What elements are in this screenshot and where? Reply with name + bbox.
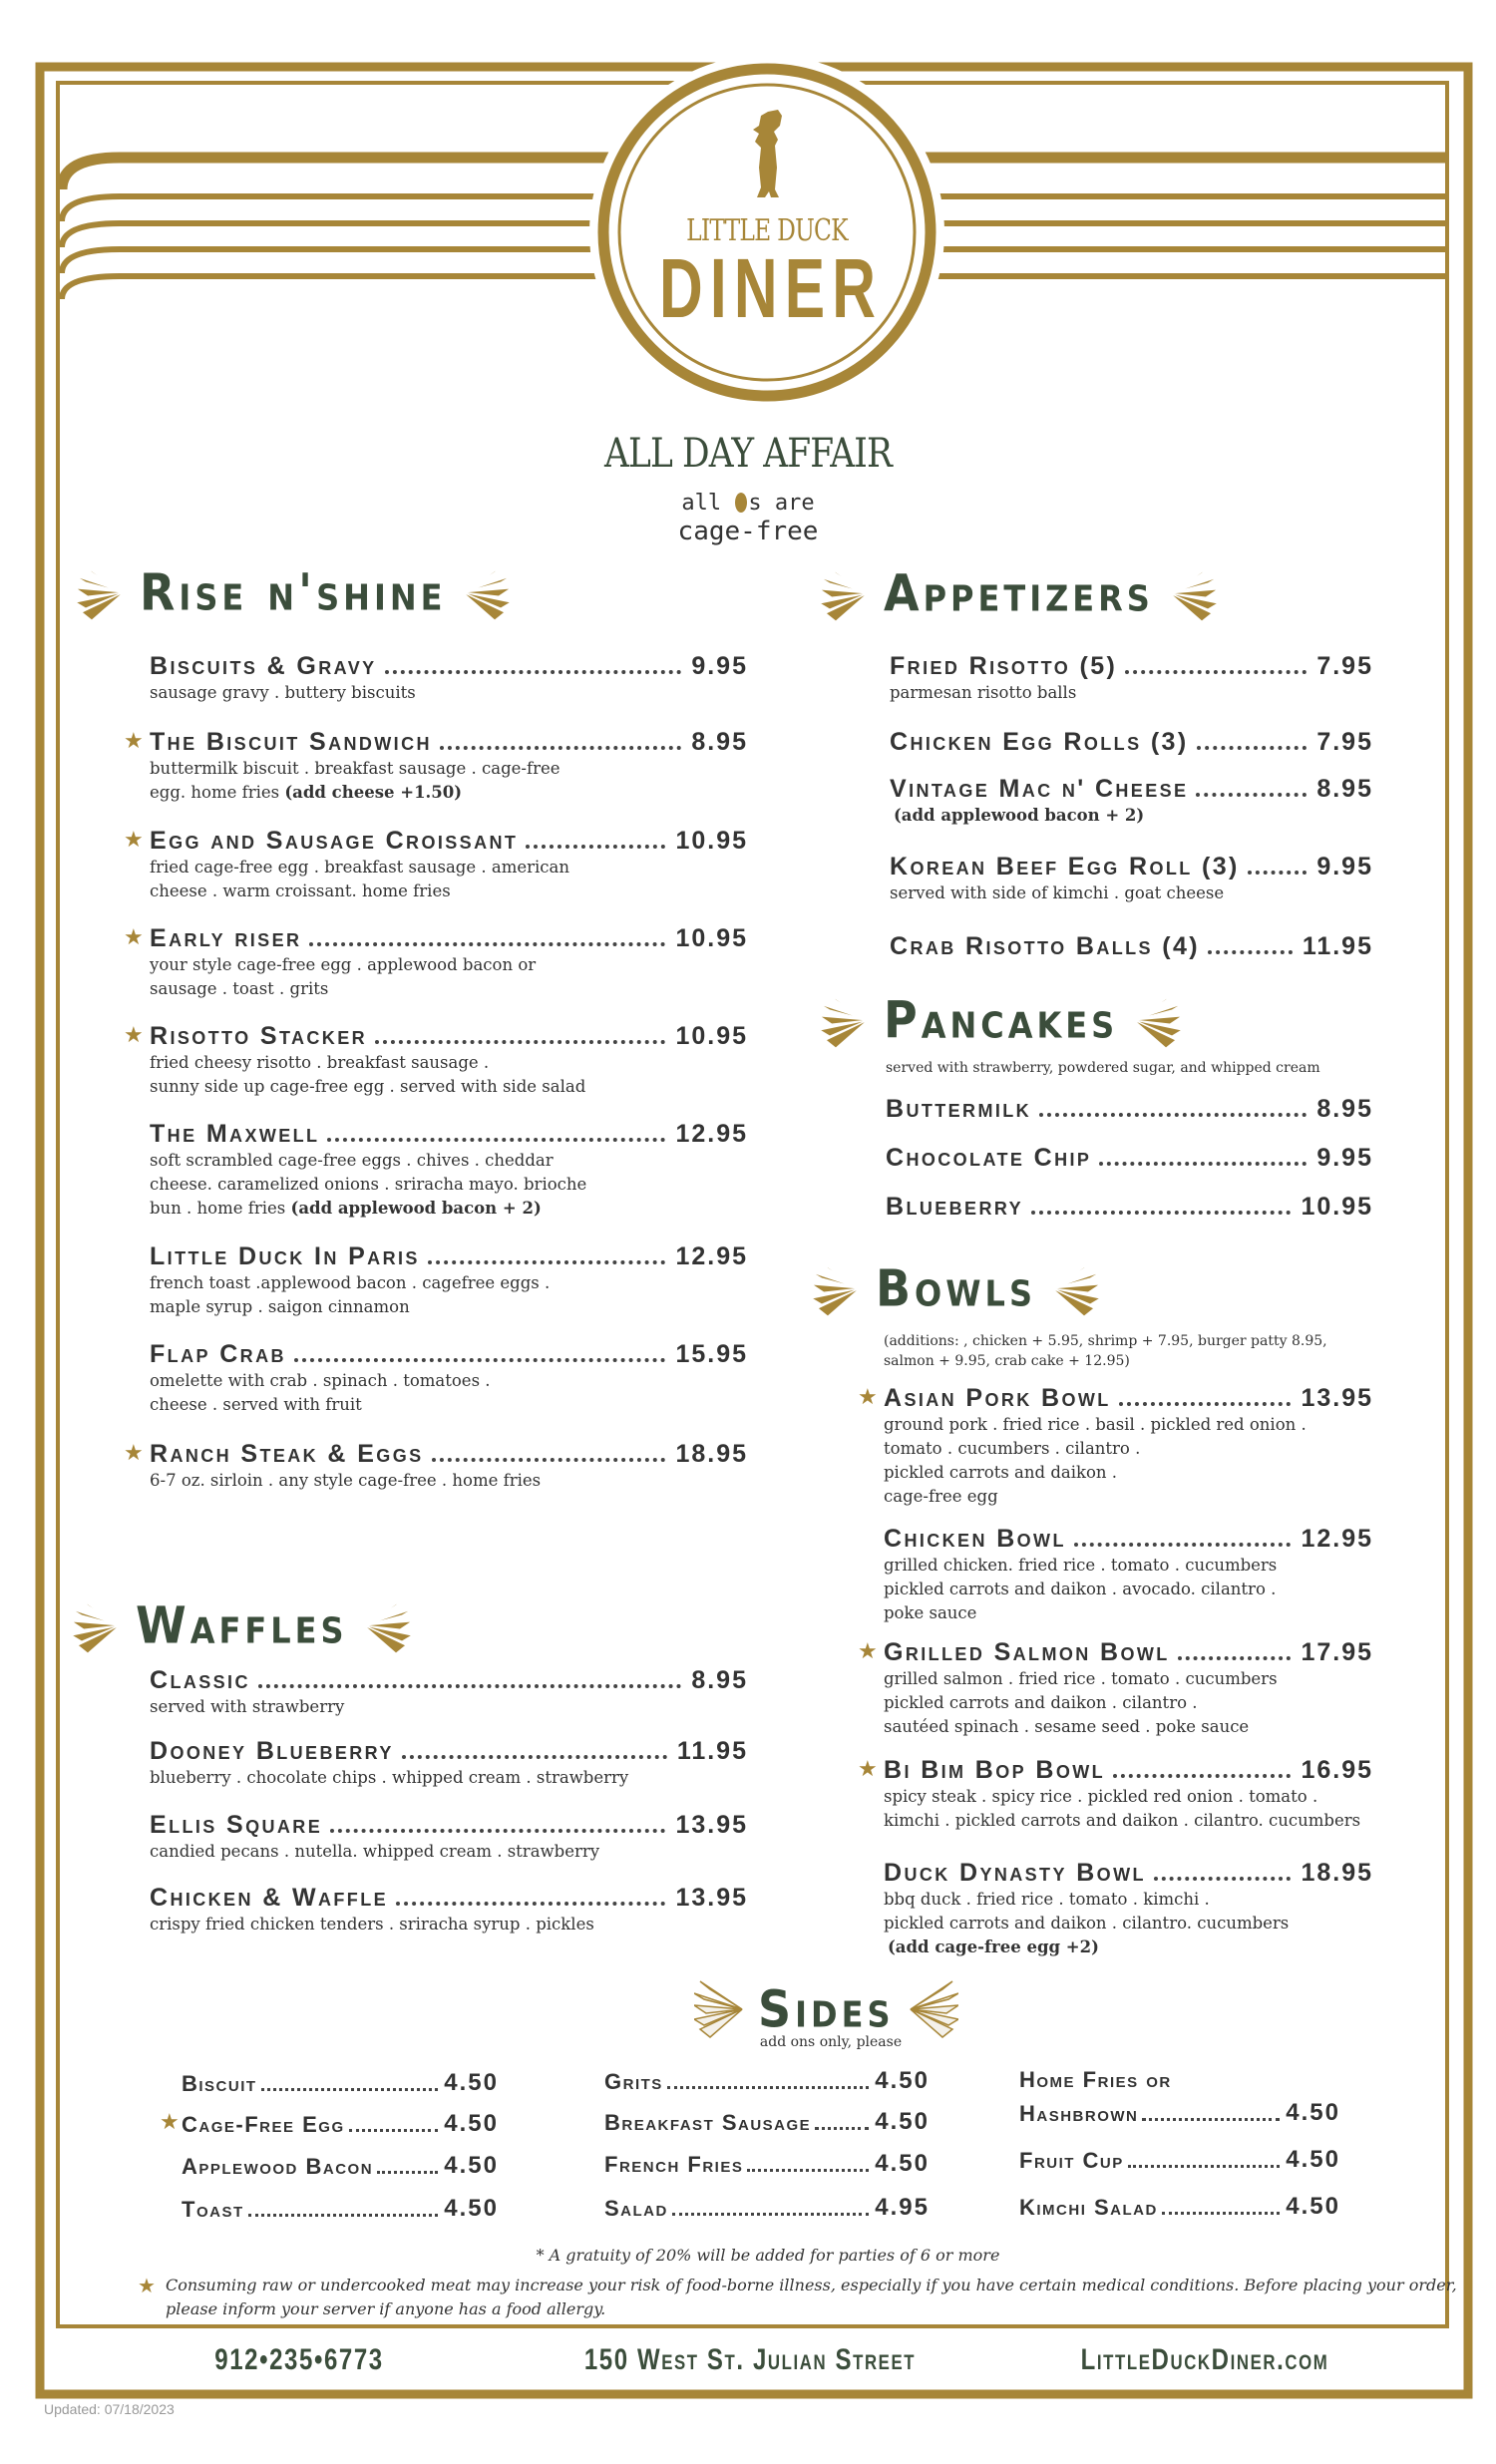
menu-item-price: 16.95 (1301, 1756, 1373, 1784)
menu-item-description: cage-free egg (884, 1487, 998, 1506)
fan-ornament-left-icon (694, 1979, 744, 2039)
side-item-price: 4.50 (444, 2110, 499, 2137)
menu-item-description: maple syrup . saigon cinnamon (150, 1297, 410, 1316)
dot-leader (1142, 2118, 1280, 2121)
section-subtitle: (additions: , chicken + 5.95, shrimp + 7.95, burger patty 8.95, (884, 1333, 1327, 1349)
menu-item-name: Risotto Stacker (150, 1022, 368, 1050)
menu-item-name: The Maxwell (150, 1120, 320, 1148)
menu-item (886, 1143, 1373, 1173)
menu-item (884, 1524, 1373, 1625)
section-header-pancakes (820, 990, 1182, 1050)
dot-leader (1178, 1656, 1292, 1660)
menu-item-row (886, 1192, 1373, 1222)
side-item (1019, 2067, 1340, 2127)
section-header-sides (694, 1979, 958, 2039)
menu-item-description: candied pecans . nutella. whipped cream . strawberry (150, 1842, 600, 1861)
dot-leader (815, 2127, 869, 2130)
menu-item-price: 8.95 (691, 728, 748, 756)
side-item-name: French Fries (604, 2152, 744, 2177)
food-warning-line2: please inform your server if anyone has a food allergy. (166, 2299, 606, 2318)
dot-leader (258, 1684, 681, 1688)
side-item (182, 2067, 499, 2097)
dot-leader (1196, 793, 1307, 797)
dot-leader (294, 1358, 666, 1362)
section-title: Waffles (136, 1595, 348, 1655)
side-item-price: 4.50 (875, 2150, 930, 2177)
menu-item-name: Chocolate Chip (886, 1144, 1092, 1172)
section-header-appetizers (820, 563, 1218, 623)
menu-item-description: buttermilk biscuit . breakfast sausage . cage-free (150, 759, 561, 778)
food-warning-line1: Consuming raw or undercooked meat may increase your risk of food-borne illness, especially if you have certain medical conditions. Before placing your order, (166, 2276, 1457, 2294)
side-item-row (1019, 2144, 1340, 2174)
star-icon: ★ (138, 2274, 156, 2297)
menu-item-price: 10.95 (675, 924, 748, 952)
section-title: Bowls (876, 1258, 1036, 1318)
side-item (182, 2193, 499, 2223)
dot-leader (309, 942, 665, 946)
phone-number[interactable]: 912•235•6773 (214, 2343, 384, 2376)
menu-item-description: fried cheesy risotto . breakfast sausage . (150, 1053, 490, 1072)
menu-item-price: 12.95 (675, 1120, 748, 1148)
menu-item-description: omelette with crab . spinach . tomatoes . (150, 1371, 491, 1390)
menu-item (124, 923, 748, 1001)
side-item-row (182, 2193, 499, 2223)
menu-item-description: spicy steak . spicy rice . pickled red onion . tomato . (884, 1787, 1318, 1806)
page-title: ALL DAY AFFAIR (603, 431, 893, 477)
menu-item-row (150, 923, 748, 953)
menu-item-price: 7.95 (1316, 652, 1373, 680)
side-item (182, 2150, 499, 2180)
side-item-name: Fruit Cup (1019, 2148, 1124, 2173)
menu-item-row (150, 1439, 748, 1469)
star-icon: ★ (124, 828, 144, 853)
add-on-note: (add applewood bacon + 2) (894, 806, 1145, 825)
menu-item-row (150, 1021, 748, 1051)
dot-leader (261, 2088, 439, 2091)
star-icon: ★ (858, 1639, 878, 1664)
menu-item-description: poke sauce (884, 1603, 977, 1622)
menu-item-name: Fried Risotto (5) (890, 652, 1118, 680)
dot-leader (1039, 1113, 1307, 1117)
menu-item-row (890, 931, 1373, 961)
side-item (160, 2108, 499, 2138)
dot-leader (396, 1902, 665, 1906)
menu-item-price: 9.95 (691, 652, 748, 680)
menu-item (150, 1883, 748, 1936)
menu-item-price: 9.95 (1316, 1144, 1373, 1172)
add-on-note: (add cage-free egg +2) (888, 1937, 1099, 1956)
fan-ornament-right-icon (1050, 1258, 1100, 1318)
side-item-price: 4.50 (875, 2067, 930, 2094)
menu-item-name: Crab Risotto Balls (4) (890, 932, 1201, 960)
menu-item-description: pickled carrots and daikon . cilantro. cucumbers (884, 1914, 1290, 1933)
star-icon: ★ (160, 2110, 180, 2135)
menu-item-row (884, 1858, 1373, 1888)
menu-item (150, 1241, 748, 1319)
star-icon: ★ (124, 729, 144, 754)
menu-item-row (890, 727, 1373, 757)
fan-ornament-left-icon (812, 1258, 862, 1318)
fan-ornament-right-icon (909, 1979, 958, 2039)
menu-item (150, 1736, 748, 1790)
fan-ornament-left-icon (72, 1595, 122, 1655)
menu-item (150, 1810, 748, 1864)
menu-item-price: 15.95 (675, 1340, 748, 1368)
side-item-row (604, 2148, 930, 2178)
menu-item-description: bbq duck . fried rice . tomato . kimchi . (884, 1890, 1210, 1909)
menu-item-name: The Biscuit Sandwich (150, 728, 432, 756)
menu-item (124, 826, 748, 903)
dot-leader (1119, 1402, 1292, 1406)
side-item-price: 4.50 (444, 2069, 499, 2096)
menu-item-description: sausage gravy . buttery biscuits (150, 683, 416, 702)
side-item-price: 4.50 (1286, 2146, 1340, 2173)
side-item (604, 2106, 930, 2136)
menu-item-row (150, 651, 748, 681)
dot-leader (1248, 871, 1308, 875)
description-text: bun . home fries (150, 1199, 286, 1218)
logo-line1: LITTLE DUCK (686, 213, 848, 248)
star-icon: ★ (858, 1385, 878, 1410)
menu-item-row (890, 651, 1373, 681)
menu-item-name: Ellis Square (150, 1811, 323, 1839)
side-item (604, 2065, 930, 2095)
dot-leader (672, 2213, 869, 2216)
menu-item (884, 1858, 1373, 1959)
section-subtitle: served with strawberry, powdered sugar, and whipped cream (886, 1060, 1320, 1076)
dot-leader (1031, 1211, 1291, 1215)
menu-item (890, 651, 1373, 705)
side-item-row (604, 2192, 930, 2222)
menu-item-row (150, 1810, 748, 1840)
menu-item-price: 10.95 (675, 1022, 748, 1050)
section-title: Appetizers (884, 563, 1154, 623)
eggs-note-b: s are (748, 491, 815, 516)
side-item (1019, 2191, 1340, 2221)
menu-item-description: sausage . toast . grits (150, 979, 329, 998)
dot-leader (1074, 1543, 1292, 1547)
menu-item-name: Chicken & Waffle (150, 1884, 388, 1912)
menu-item-row (150, 1736, 748, 1766)
section-title: Pancakes (884, 990, 1119, 1050)
menu-item-price: 17.95 (1301, 1638, 1373, 1666)
side-item-price: 4.50 (1286, 2193, 1340, 2220)
menu-item-row (150, 727, 748, 757)
menu-item (858, 1637, 1373, 1739)
menu-item-description: fried cage-free egg . breakfast sausage . american (150, 858, 569, 877)
menu-item-row (150, 1119, 748, 1149)
menu-item-price: 11.95 (1302, 932, 1373, 960)
dot-leader (1162, 2212, 1280, 2215)
menu-item-description: sautéed spinach . sesame seed . poke sauce (884, 1717, 1250, 1736)
menu-item-row (890, 852, 1373, 881)
menu-item (890, 727, 1373, 757)
side-item-price: 4.50 (444, 2195, 499, 2222)
side-item-row (604, 2065, 930, 2095)
section-title: Sides (758, 1979, 895, 2039)
menu-item-row (884, 1524, 1373, 1554)
side-item (604, 2192, 930, 2222)
dot-leader (1208, 950, 1293, 954)
menu-item-description: ground pork . fried rice . basil . pickled red onion . (884, 1415, 1307, 1434)
eggs-note-line1 (0, 491, 1496, 516)
dot-leader (377, 2171, 438, 2174)
menu-item-row (150, 1883, 748, 1913)
menu-item-name: Dooney Blueberry (150, 1737, 394, 1765)
menu-item-name: Blueberry (886, 1193, 1023, 1221)
dot-leader (327, 1138, 665, 1142)
menu-item-description: grilled salmon . fried rice . tomato . cucumbers (884, 1669, 1278, 1688)
side-item-row (182, 2150, 499, 2180)
star-icon: ★ (858, 1757, 878, 1782)
menu-item-row (884, 1637, 1373, 1667)
menu-item-name: Little Duck In Paris (150, 1242, 420, 1270)
egg-icon (735, 493, 747, 513)
logo-text (617, 213, 917, 335)
side-item-row (1019, 2097, 1340, 2127)
dot-leader (440, 746, 681, 750)
section-subtitle: add ons only, please (759, 2034, 903, 2050)
section-subtitle: salmon + 9.95, crab cake + 12.95) (884, 1353, 1130, 1369)
fan-ornament-left-icon (820, 563, 870, 623)
menu-item-price: 8.95 (691, 1666, 748, 1694)
menu-item-description: grilled chicken. fried rice . tomato . cucumbers (884, 1556, 1278, 1575)
logo-line2: DINER (659, 241, 884, 335)
dot-leader (1125, 670, 1307, 674)
eggs-note-line2: cage-free (677, 517, 819, 546)
menu-item (124, 727, 748, 805)
menu-item-description: parmesan risotto balls (890, 683, 1077, 702)
menu-item-price: 10.95 (1301, 1193, 1373, 1221)
menu-item-description: served with side of kimchi . goat cheese (890, 883, 1225, 902)
description-text: egg. home fries (150, 783, 280, 802)
side-item-name: Kimchi Salad (1019, 2195, 1158, 2220)
menu-item (124, 1439, 748, 1493)
dot-leader (526, 845, 665, 849)
menu-item-name: Grilled Salmon Bowl (884, 1638, 1170, 1666)
section-header-bowls (812, 1258, 1100, 1318)
menu-item (886, 1192, 1373, 1222)
section-title: Rise n'shine (140, 562, 447, 622)
add-on-note: (add cheese +1.50) (284, 783, 463, 802)
side-item-row (182, 2067, 499, 2097)
menu-item (858, 1755, 1373, 1833)
menu-item-name: Classic (150, 1666, 250, 1694)
menu-item-description: kimchi . pickled carrots and daikon . cilantro. cucumbers (884, 1811, 1361, 1830)
side-item-price: 4.95 (875, 2194, 930, 2221)
menu-item (858, 1383, 1373, 1509)
fan-ornament-right-icon (1132, 990, 1182, 1050)
menu-item-description: pickled carrots and daikon . (884, 1463, 1118, 1482)
side-item-price: 4.50 (1286, 2099, 1340, 2126)
menu-item-row (884, 1383, 1373, 1413)
menu-item-description (150, 781, 748, 805)
side-item-name: Toast (182, 2197, 244, 2222)
side-item-name: Hashbrown (1019, 2101, 1139, 2126)
menu-item-description: cheese. caramelized onions . sriracha mayo. brioche (150, 1175, 587, 1194)
menu-item-row (886, 1143, 1373, 1173)
menu-item-name: Duck Dynasty Bowl (884, 1859, 1146, 1887)
menu-item-name: Asian Pork Bowl (884, 1384, 1111, 1412)
menu-item-price: 10.95 (675, 827, 748, 855)
dot-leader (248, 2214, 439, 2217)
dot-leader (1113, 1774, 1291, 1778)
menu-item-name: Buttermilk (886, 1095, 1032, 1123)
menu-item-description: blueberry . chocolate chips . whipped cream . strawberry (150, 1768, 629, 1787)
menu-item (150, 1339, 748, 1417)
dot-leader (349, 2129, 439, 2132)
fan-ornament-left-icon (820, 990, 870, 1050)
menu-item (150, 651, 748, 705)
menu-item-description: your style cage-free egg . applewood bacon or (150, 955, 537, 974)
dot-leader (428, 1260, 666, 1264)
menu-item-description: pickled carrots and daikon . avocado. cilantro . (884, 1580, 1277, 1598)
fan-ornament-left-icon (76, 562, 126, 622)
menu-item-description: soft scrambled cage-free eggs . chives . cheddar (150, 1151, 554, 1170)
menu-item-description (150, 1197, 748, 1221)
menu-item-row (886, 1094, 1373, 1124)
dot-leader (432, 1458, 666, 1462)
side-item-row (604, 2106, 930, 2136)
menu-item-price: 7.95 (1316, 728, 1373, 756)
food-warning (140, 2274, 1457, 2321)
menu-item-name: Bi Bim Bop Bowl (884, 1756, 1106, 1784)
eggs-note-a: all (681, 491, 722, 516)
side-item (1019, 2144, 1340, 2174)
website-link[interactable]: LittleDuckDiner.com (1080, 2343, 1329, 2376)
menu-item-name: Ranch Steak & Eggs (150, 1440, 424, 1468)
dot-leader (1154, 1877, 1292, 1881)
dot-leader (747, 2169, 869, 2172)
add-on-note: (add applewood bacon + 2) (290, 1199, 542, 1218)
menu-item-row (150, 1241, 748, 1271)
side-item-name: Applewood Bacon (182, 2154, 374, 2179)
menu-item-name: Vintage Mac n' Cheese (890, 775, 1189, 803)
menu-item-price: 13.95 (675, 1884, 748, 1912)
menu-item-description: cheese . served with fruit (150, 1395, 362, 1414)
menu-item-name: Biscuits & Gravy (150, 652, 377, 680)
menu-item-price: 18.95 (675, 1440, 748, 1468)
menu-item-price: 13.95 (675, 1811, 748, 1839)
dot-leader (375, 1040, 665, 1044)
side-item-name: Biscuit (182, 2071, 257, 2096)
side-item-name: Grits (604, 2069, 663, 2094)
section-header-rise (76, 562, 511, 622)
gratuity-note: * A gratuity of 20% will be added for parties of 6 or more (536, 2246, 1000, 2265)
section-header-waffles (72, 1595, 412, 1655)
menu-item (890, 931, 1373, 961)
side-item-price: 4.50 (875, 2108, 930, 2135)
menu-item-name: Egg and Sausage Croissant (150, 827, 519, 855)
menu-item-price: 8.95 (1316, 775, 1373, 803)
side-item-row (182, 2108, 499, 2138)
side-item-name: Breakfast Sausage (604, 2110, 812, 2135)
menu-item-name: Chicken Bowl (884, 1525, 1066, 1553)
star-icon: ★ (124, 1441, 144, 1466)
side-item-row (1019, 2191, 1340, 2221)
menu-item-price: 13.95 (1301, 1384, 1373, 1412)
menu-item (150, 1119, 748, 1221)
menu-item-row (150, 1339, 748, 1369)
menu-item-row (150, 1665, 748, 1695)
dot-leader (330, 1829, 665, 1833)
side-item-name-line1: Home Fries or (1019, 2067, 1172, 2092)
fan-ornament-right-icon (362, 1595, 412, 1655)
address: 150 West St. Julian Street (583, 2343, 917, 2376)
fan-ornament-right-icon (1168, 563, 1218, 623)
menu-item-name: Early riser (150, 924, 302, 952)
menu-item-description: french toast .applewood bacon . cagefree eggs . (150, 1273, 551, 1292)
dot-leader (667, 2086, 870, 2089)
menu-item-name: Korean Beef Egg Roll (3) (890, 853, 1240, 880)
menu-item (890, 852, 1373, 905)
menu-item-description: pickled carrots and daikon . cilantro . (884, 1693, 1198, 1712)
star-icon: ★ (124, 925, 144, 950)
menu-item (890, 774, 1373, 828)
menu-item (886, 1094, 1373, 1124)
menu-item-price: 9.95 (1316, 853, 1373, 880)
menu-item-description: cheese . warm croissant. home fries (150, 881, 451, 900)
menu-item (150, 1665, 748, 1719)
side-item (604, 2148, 930, 2178)
menu-item-description: sunny side up cage-free egg . served with side salad (150, 1077, 586, 1096)
menu-item-description: tomato . cucumbers . cilantro . (884, 1439, 1141, 1458)
menu-item-price: 11.95 (676, 1737, 748, 1765)
dot-leader (1099, 1162, 1307, 1166)
side-item-price: 4.50 (444, 2152, 499, 2179)
menu-item-price: 12.95 (675, 1242, 748, 1270)
menu-item-row (890, 774, 1373, 804)
menu-item-description: 6-7 oz. sirloin . any style cage-free . home fries (150, 1471, 542, 1490)
menu-item-price: 8.95 (1316, 1095, 1373, 1123)
dot-leader (1128, 2165, 1281, 2168)
menu-item-price: 18.95 (1301, 1859, 1373, 1887)
menu-item-description: served with strawberry (150, 1697, 345, 1716)
menu-item (124, 1021, 748, 1099)
menu-item-row (884, 1755, 1373, 1785)
side-item-name: Salad (604, 2196, 668, 2221)
dot-leader (402, 1755, 667, 1759)
menu-item-price: 12.95 (1301, 1525, 1373, 1553)
menu-item-name: Flap Crab (150, 1340, 286, 1368)
star-icon: ★ (124, 1023, 144, 1048)
updated-date: Updated: 07/18/2023 (44, 2401, 175, 2417)
dot-leader (385, 670, 682, 674)
menu-item-row (150, 826, 748, 856)
side-item-name: Cage-Free Egg (182, 2112, 345, 2137)
dot-leader (1197, 746, 1308, 750)
menu-item-description: crispy fried chicken tenders . sriracha syrup . pickles (150, 1915, 594, 1934)
menu-item-name: Chicken Egg Rolls (3) (890, 728, 1189, 756)
fan-ornament-right-icon (461, 562, 511, 622)
